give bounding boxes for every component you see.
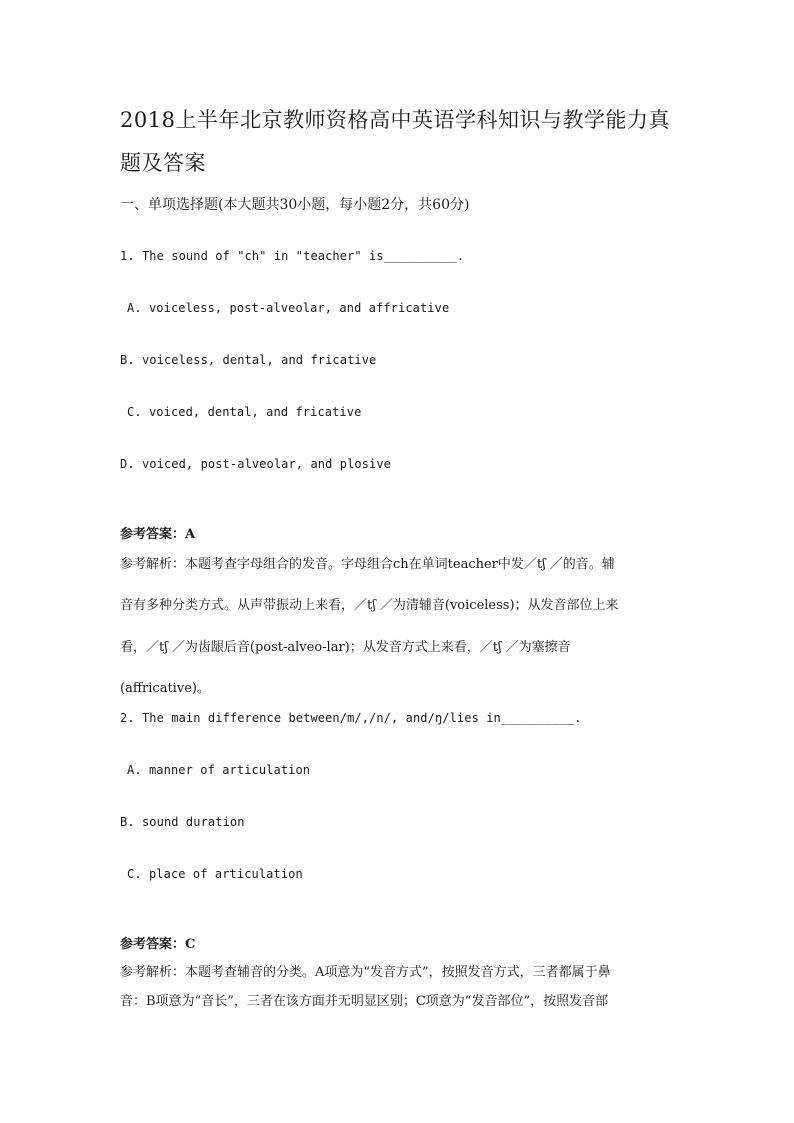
question-1-option-c: C. voiced, dental, and fricative xyxy=(127,405,362,419)
question-2-option-a: A. manner of articulation xyxy=(127,763,311,777)
question-2-option-c: C. place of articulation xyxy=(127,867,303,881)
question-2-stem: 2. The main difference between/m/,/n/, and/ŋ/lies in__________. xyxy=(120,711,582,725)
question-2-explanation-line-1: 参考解析：本题考查辅音的分类。A项意为“发音方式”，按照发音方式，三者都属于鼻 xyxy=(120,965,611,980)
question-2-explanation-line-2: 音：B项意为“音长”，三者在该方面并无明显区别；C项意为“发音部位”，按照发音部 xyxy=(120,994,609,1009)
question-1-answer: 参考答案：A xyxy=(120,527,196,542)
question-1-stem: 1. The sound of "ch" in "teacher" is__________. xyxy=(120,249,465,263)
question-2-answer: 参考答案：C xyxy=(120,937,196,952)
question-1-explanation-line-4: (affricative)。 xyxy=(120,681,210,696)
document-title-line-2: 题及答案 xyxy=(120,151,206,175)
question-1-option-d: D. voiced, post-alveolar, and plosive xyxy=(120,457,392,471)
question-2-option-b: B. sound duration xyxy=(120,815,245,829)
question-1-option-b: B. voiceless, dental, and fricative xyxy=(120,353,377,367)
question-1-explanation-line-3: 看，／tʃ ／为齿龈后音(post-alveo-lar)；从发音方式上来看，／tʃ ／为塞擦音 xyxy=(120,640,571,655)
question-1-explanation-line-1: 参考解析：本题考查字母组合的发音。字母组合ch在单词teacher中发／tʃ ／的音。辅 xyxy=(120,557,615,572)
question-1-option-a: A. voiceless, post-alveolar, and affricative xyxy=(127,301,450,315)
question-1-explanation-line-2: 音有多种分类方式。从声带振动上来看，／tʃ ／为清辅音(voiceless)；从发音部位上来 xyxy=(120,598,619,613)
section-heading: 一、单项选择题(本大题共30小题，每小题2分，共60分) xyxy=(120,197,470,213)
document-title-line-1: 2018上半年北京教师资格高中英语学科知识与教学能力真 xyxy=(120,108,670,132)
